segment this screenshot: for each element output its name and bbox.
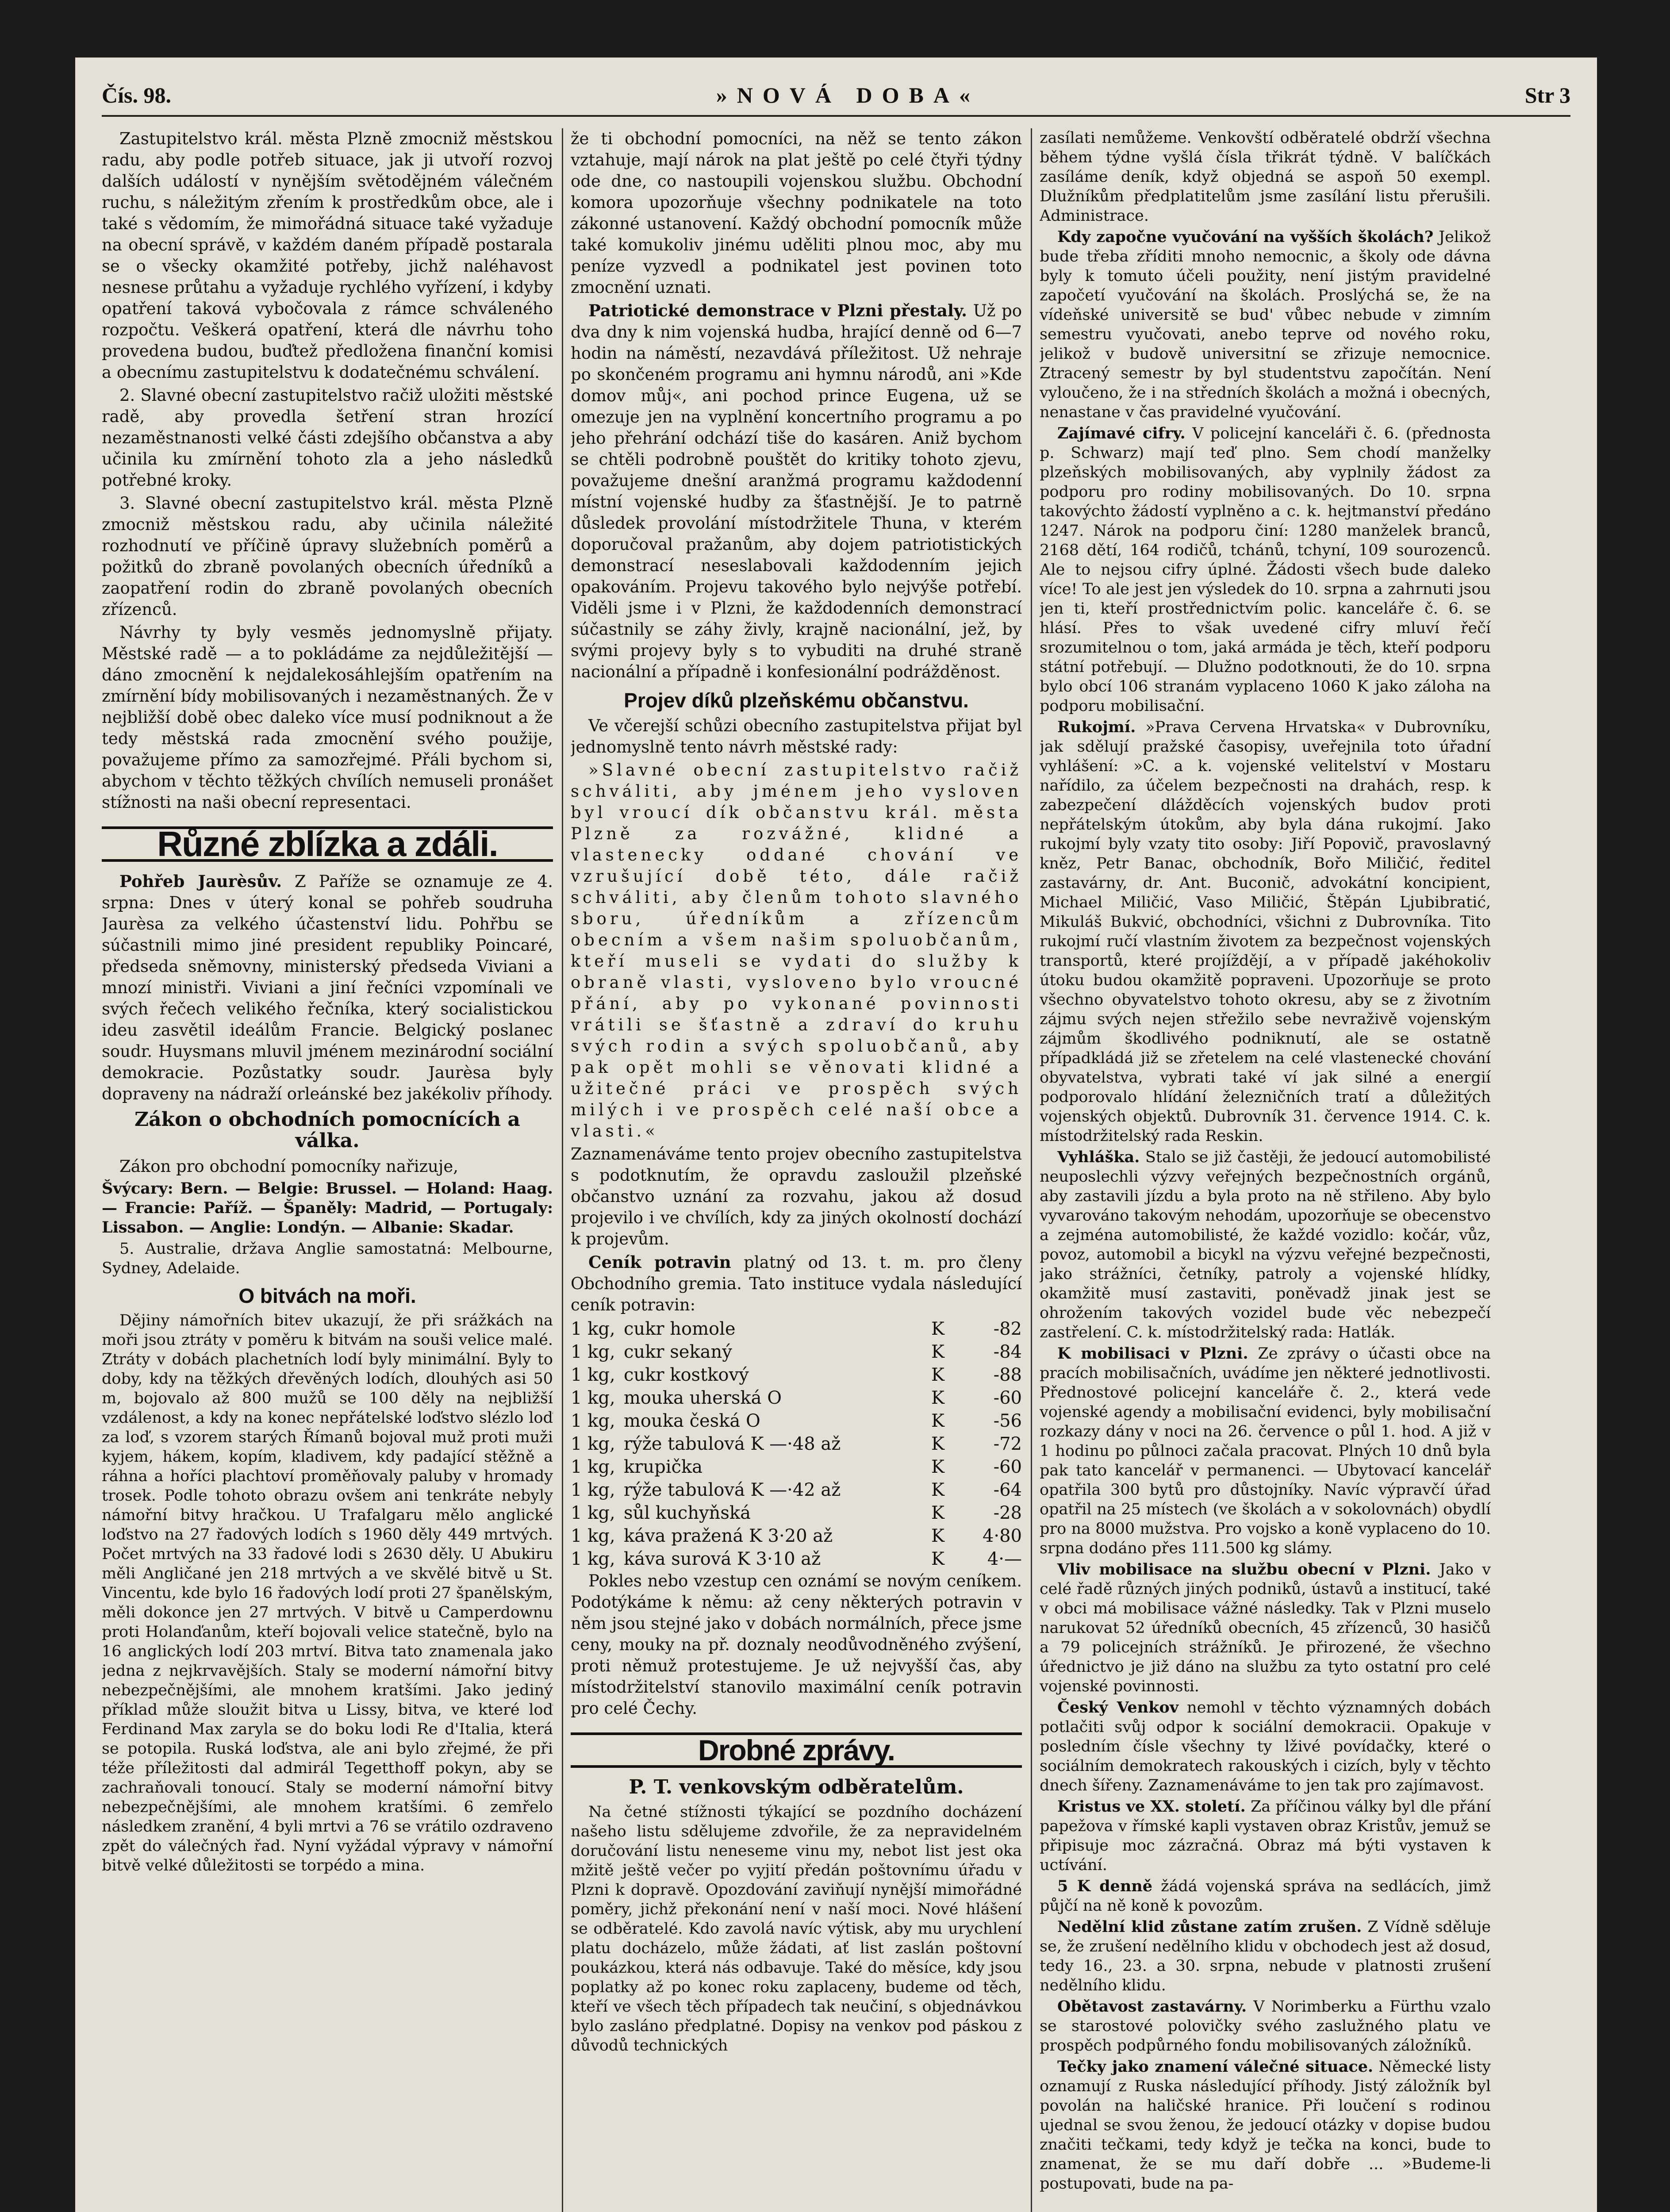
article-heading: Tečky jako znamení válečné situace. — [1057, 2058, 1374, 2076]
article-heading: Kdy započne vyučování na vyšších školách? — [1057, 228, 1434, 246]
article-heading: K mobilisaci v Plzni. — [1057, 1344, 1248, 1363]
article-heading: 5 K denně — [1057, 1877, 1152, 1895]
article-text: platný od 13. t. m. pro členy Obchodního gremia. Tato instituce vydala následující ceník potravin: — [571, 1253, 1022, 1314]
article-text: V policejní kanceláři č. 6. (přednosta p. Schwarz) mají teď plno. Sem chodí manželky plzeňských mobilisovaných, aby vyplnily žádost za podporu pro rodiny mobilisovaných. Do 10. srpna takovýchto žádostí vyplněno a c. k. hejtmanství předáno 1247. Nárok na podporu činí: 1280 manželek branců, 2168 dětí, 164 rodičů, tchánů, tchyní, 109 sourozenců. Ale to nejsou cifry úplné. Žádosti všech bude daleko více! To ale jest jen výsledek do 10. srpna a zahrnuti jsou jen ti, kteří prostřednictvím polic. kanceláře č. 6. se hlásí. Přes to však uvedené cifry mluví řečí srozumitelnou o tom, jaká armáda je těch, kteří podporu státní potřebují. — Dlužno podotknouti, že do 10. srpna bylo obcí 106 stranám vyplaceno 1060 K jako záloha na podporu mobilisační. — [1040, 425, 1491, 715]
article-text: Z Vídně sděluje se, že zrušení nedělního klidu v obchodech jest až dosud, tedy 16., 23. a 30. srpna, nebude v platnosti zrušení nedělního klidu. — [1040, 1918, 1491, 1994]
price-currency: K — [931, 1388, 944, 1408]
price-item: káva surová K 3·10 až — [624, 1549, 821, 1569]
article-heading: Zajímavé cifry. — [1057, 424, 1186, 442]
price-value: -60 — [993, 1388, 1022, 1408]
column-2 — [571, 128, 1022, 2212]
article-text: 5. Australie, država Anglie samostatná: Melbourne, Sydney, Adelaide. — [102, 1240, 553, 1277]
price-row — [571, 1340, 1022, 1363]
price-unit: 1 kg, — [571, 1549, 615, 1569]
price-item: mouka uherská O — [624, 1388, 782, 1408]
price-currency: K — [931, 1526, 944, 1546]
price-unit: 1 kg, — [571, 1480, 615, 1500]
article-text: nemohl v těchto významných dobách potlačiti svůj odpor k sociální demokracii. Opakuje v posledním čísle všechny ty lživé povídačky, které o sociálním demokratech rakouských i cizích, byly v těchto dnech šířeny. Zaznamenáváme to jen tak pro zajímavost. — [1040, 1699, 1491, 1794]
price-item: cukr homole — [624, 1319, 736, 1339]
price-value: 4·80 — [982, 1526, 1022, 1546]
article-heading: Patriotické demonstrace v Plzni přestaly. — [588, 301, 967, 320]
article-text: Jelikož bude třeba zříditi mnoho nemocnic, a školy ode dávna byly k tomuto účeli použity, není jistým pravidelné započetí vyučování na školách. Proslýchá se, že na vídeňské universitě se bud' vůbec nebude v zimním semestru vyučovati, anebo teprve od nového roku, jelikož v budově universitní se zřizuje nemocnice. Ztracený semestr by byl studentstvu započítán. Není vyloučeno, že i na středních školách a možná i obecných, nenastane v čas pravidelné vyučování. — [1040, 228, 1491, 421]
article-text: Už po dva dny k nim vojenská hudba, hrající denně od 6—7 hodin na náměstí, nezavdává příležitost. Už nehraje po skončeném programu ani hymnu národů, ani »Kde domov můj«, ani pochod prince Eugena, už se omezuje jen na vyplnění koncertního programu a po jeho přehrání odchází tiše do kasáren. Aniž bychom se chtěli podrobně pouštět do kritiky tohoto zjevu, považujeme dnešní aranžmá programu každodenní místní vojenské hudby za šťastnější. Je to patrně důsledek provolání místodržitele Thuna, v kterém doporučoval pražanům, aby dojem patriotistických demonstrací neseslabovali každodenním jejich opakováním. Projevu takového bylo nejvýše potřebí. Viděli jsme i v Plzni, že každodenních demonstrací súčastnily se záhy živly, krajně nacionální, jež, by svými projevy byly s to vybuditi na druhé straně nacionální a případně i konfesionální podrážděnost. — [571, 301, 1022, 681]
price-currency: K — [931, 1365, 944, 1385]
price-value: -72 — [993, 1434, 1022, 1454]
article-text: Z Paříže se oznamuje ze 4. srpna: Dnes v úterý konal se pohřeb soudruha Jaurèsa za velkého účastenství lidu. Pohřbu se súčastnili mimo jiné president republiky Poincaré, předseda sněmovny, ministerský předseda Viviani a mnozí ministři. Viviani a jiní řečníci vzpomínali ve svých řečech velikého řečníka, který socialistickou ideu zasvětil ideálům Francie. Belgický poslanec soudr. Huysmans mluvil jménem mezinárodní sociální demokracie. Pozůstatky soudr. Jaurèsa byly dopraveny na nádraží orleánské bez jakékoliv příhody. — [102, 872, 553, 1103]
article-heading: P. T. venkovským odběratelům. — [629, 1776, 964, 1798]
price-currency: K — [931, 1549, 944, 1569]
price-value: 4·— — [987, 1549, 1022, 1569]
price-item: krupička — [624, 1457, 703, 1477]
newspaper-page — [75, 58, 1597, 2212]
price-item: mouka česká O — [624, 1411, 760, 1431]
price-row — [571, 1455, 1022, 1479]
issue-number: Čís. 98. — [102, 83, 171, 108]
column-rule — [562, 128, 563, 2212]
section-heading: Různé zblízka a zdáli. — [102, 826, 553, 862]
price-currency: K — [931, 1411, 944, 1431]
price-row — [571, 1479, 1022, 1502]
article-text: Návrhy ty byly vesměs jednomyslně přijaty. Městské radě — a to pokládáme za nejdůležitější — dáno zmocnění k nejdalekosáhlejším opatřením na zmírnění bídy mobilisovaných i nezaměstnaných. Že v nejbližší době obec daleko více musí podniknout a že tedy městská rada zmocnění svého použije, považujeme přímo za samozřejmé. Přáli bychom si, abychom v těchto těžkých chvílích nemuseli pronášet stížnosti na naši obecní representaci. — [102, 623, 553, 812]
price-value: -84 — [993, 1342, 1022, 1362]
price-table — [571, 1317, 1022, 1571]
price-currency: K — [931, 1457, 944, 1477]
price-unit: 1 kg, — [571, 1365, 615, 1385]
article-text: Ve včerejší schůzi obecního zastupitelstva přijat byl jednomyslně tento návrh městské rady: — [571, 716, 1022, 757]
price-item: cukr kostkový — [624, 1365, 749, 1385]
price-unit: 1 kg, — [571, 1503, 615, 1523]
price-unit: 1 kg, — [571, 1526, 615, 1546]
price-currency: K — [931, 1319, 944, 1339]
price-value: -60 — [993, 1457, 1022, 1477]
article-text: Pokles nebo vzestup cen oznámí se novým ceníkem. Podotýkáme k němu: až ceny některých potravin v něm jsou stejné jako v dobách normálních, přece jsme ceny, mouky na př. doznaly neodůvodněného zvýšení, proti němuž protestujeme. Je už nejvyšší čas, aby místodržitelství stanovilo maximální ceník potravin pro celé Čechy. — [571, 1571, 1022, 1718]
article-heading: Rukojmí. — [1057, 718, 1136, 736]
article-text: Německé listy oznamují z Ruska následující příhody. Jistý záložník byl povolán na haličské hranice. Při loučení s rodinou ujednal se svou ženou, že jedoucí otázky v dopise budou značiti tečkami, tedy když je tečka na konci, bude to znamenat, že se mu daří dobře ... »Budeme-li postupovati, bude na pa- — [1040, 2058, 1491, 2193]
article-text: Stalo se již častěji, že jedoucí automobilisté neuposlechli výzvy veřejných bezpečnostních orgánů, aby zastavili jízdu a byla proto na ně střileno. Aby bylo vyvarováno takovým nehodám, upozorňuje se obecenstvo a zejména automobilisté, že každé vozidlo: kočár, vůz, povoz, automobil a bicykl na výzvu veřejné bezpečnosti, jako strážníci, četníky, patroly a vojenské hlídky, okamžitě musí zastaviti, poněvadž jinak jest se ohrožením takových vozidel bude věc nebezpečí zastřelení. C. k. místodržitelský rada: Hatlák. — [1040, 1148, 1491, 1341]
column-1 — [102, 128, 553, 2212]
price-unit: 1 kg, — [571, 1388, 615, 1408]
price-row — [571, 1317, 1022, 1340]
price-value: -28 — [993, 1503, 1022, 1523]
article-heading: Kristus ve XX. století. — [1057, 1797, 1246, 1816]
price-row — [571, 1502, 1022, 1525]
price-item: cukr sekaný — [624, 1342, 732, 1362]
article-text: zasílati nemůžeme. Venkovští odběratelé obdrží všechna během týdne vyšlá čísla třikrát týdně. V balíčkách zasíláme deník, když objedná se aspoň 50 exempl. Dlužníkům předplatitelům jsme zasílání listu přerušili. Administrace. — [1040, 129, 1491, 225]
column-3 — [1040, 128, 1491, 2212]
article-text: 3. Slavné obecní zastupitelstvo král. města Plzně zmocniž městskou radu, aby učinila náležité rozhodnutí ve příčině úpravy služebních poměrů a požitků do zbraně povolaných obecních úředníků a zaopatření rodin do zbraně povolaných obecních zřízenců. — [102, 494, 553, 619]
article-text: Za příčinou války byl dle přání papežova v římské kapli vystaven obraz Kristův, jemuž se připisuje moc zázračná. Obraz má býti vystaven k uctívání. — [1040, 1798, 1491, 1874]
price-row — [571, 1363, 1022, 1386]
article-heading: Projev díků plzeňskému občanstvu. — [624, 689, 969, 712]
article-heading: Zákon o obchodních pomocnících a válka. — [134, 1108, 520, 1152]
article-text: »Prava Cervena Hrvatska« v Dubrovníku, jak sdělují pražské časopisy, uveřejnila toto úřadní vyhlášení: »C. a k. vojenské velitelství v Mostaru nařídilo, za účelem bezpečnosti na drahách, resp. k zabezpečení dlážděcích vojenských budov proti nepřátelským útokům, aby byla dána rukojmí. Jako rukojmí byly vzaty tito osoby: Jiří Popovič, pravoslavný kněz, Petr Banac, obchodník, Bořo Miličić, ředitel zastavárny, dr. Ant. Buconič, advokátní koncipient, Michael Miličić, Vaso Miličić, Štěpán Ljubibratić, Mikuláš Bukvić, obchodníci, všichni z Dubrovníka. Tito rukojmí ručí vlastním životem za bezpečnost vojenských transportů, které projíždějí, a v případě jakéhokoliv útoku budou okamžitě popraveni. Upozorňuje se proto všechno obyvatelstvo tohoto okresu, aby se z životním zájmu svých nejen střežilo sebe nevraživě vojenským zájmům škodlivého podniknutí, ale se ostatně případkládá již se zřetelem na celé vlastenecké chování obyvatelstva, vybrati také ví jak silné a energií podporovalo hlídání železničních tratí a důležitých vojenských objektů. Dubrovník 31. července 1914. C. k. místodržitelský rada Reskin. — [1040, 718, 1491, 1145]
price-value: -56 — [993, 1411, 1022, 1431]
section-heading: Drobné zprávy. — [571, 1732, 1022, 1768]
article-heading: Pohřeb Jaurèsův. — [119, 872, 282, 891]
article-text: Dějiny námořních bitev ukazují, že při srážkách na moři jsou ztráty v poměru k bitvám na souši velice malé. Ztráty v dobách plachetních lodí byly minimální. Byly to doby, kdy na těžkých dřevěných lodích, dlouhých asi 50 m, bojovalo až 800 mužů se 100 děly na nejbližší vzdálenost, a kdy na konec nepřátelské loďstvo slézlo loď za loď, s vzorem starých Římanů bojoval muž proti muži kyjem, hákem, kopím, kladivem, kdy padající stěžně a ráhna a hoříci plachtoví proměňovaly paluby v hromady trosek. Podle tohoto obrazu ovšem ani tenkráte nebyly námořní bitvy hračkou. U Trafalgaru mělo anglické loďstvo na 27 řadových lodích s 1960 děly 449 mrtvých. Počet mrtvých na 33 řadové lodi s 2630 děly. U Abukiru měli Angličané jen 218 mrtvých a ve skvělé bitvě u St. Vincentu, kde bylo 16 řadových lodí proti 27 španělským, měli dokonce jen 27 mrtvých. V bitvě u Camperdownu proti Holanďanům, kteří bojovali velice statečně, bylo na 16 anglických lodí 203 mrtví. Bitva tato znamenala jako jedna z nejkrvavějších. Staly se moderní námořní bitvy nebezpečnějšími, ale mnohem kratšími. Jako jediný příklad může sloužit bitva u Lissy, bitva, ve které loď Ferdinand Max zaryla se do boku lodi Re d'Italia, která se potopila. Ruská loďstva, ale ani bylo zřejmé, že při téže příležitosti dal admirál Tegetthoff pokyn, aby se zachraňovali tonoucí. Staly se moderní námořní bitvy nebezpečnějšími, ale mnohem kratšími. 6 zemřelo následkem zranění, 4 byli mrtvi a 76 se vrátilo ozdraveno zpět do válečných řad. Nyní vyžádal výpravy v námořní bitvě velké důležitosti se torpédo a mina. — [102, 1312, 553, 1874]
price-value: -82 — [993, 1319, 1022, 1339]
article-text: Na četné stížnosti týkající se pozdního docházení našeho listu sdělujeme zdvořile, že za nepravidelném doručování listu neneseme vinu my, nebot list jest oka mžitě ještě večer po vyjití předán poštovnímu úřadu v Plzni k dopravě. Opozdování zaviňují nynější mimořádné poměry, jichž překonání není v naší moci. Nové hlášení se odběratelé. Kdo zavolá navíc výtisk, aby mu urychlení platu docházelo, může žádati, ať list zaslán poštovní poukázkou, která nás odbavuje. Také do měsíce, kdy jsou poplatky až po konec roku zaplaceny, budeme od těch, kteří ve všech těch případech tak neučiní, s objednávkou bylo zasláno předplatné. Dopisy na venkov pod páskou z důvodů technických — [571, 1803, 1022, 2055]
price-value: -64 — [993, 1480, 1022, 1500]
price-row — [571, 1548, 1022, 1571]
article-heading: O bitvách na moři. — [238, 1284, 416, 1307]
price-row — [571, 1525, 1022, 1548]
article-text: Ze zprávy o účasti obce na pracích mobilisačních, uvádíme jen některé jednotlivosti. Přednostové policejní kanceláře č. 2., která vede vojenské agendy a mobilisační evidenci, byly mobilisační rozkazy dány v noci na 26. července o půl 1. hod. A již v 1 hodinu po půlnoci začala pracovat. Plných 10 dnů byla pak tato kancelář v permanenci. — Ubytovací kancelář opatřila 300 bytů pro důstojníky. Navíc výpravčí úřad opatřil na 25 místech (ve školách a v sokolovnách) obydlí pro na 8000 mužstva. Pro vojsko a koně vyplaceno do 10. srpna dodáno přes 111.500 kg slámy. — [1040, 1345, 1491, 1557]
page-header — [102, 75, 1570, 117]
price-value: -88 — [993, 1365, 1022, 1385]
price-item: rýže tabulová K —·42 až — [624, 1480, 841, 1500]
price-item: káva pražená K 3·20 až — [624, 1526, 833, 1546]
price-currency: K — [931, 1434, 944, 1454]
price-currency: K — [931, 1342, 944, 1362]
article-heading: Obětavost zastavárny. — [1057, 1997, 1247, 2016]
price-currency: K — [931, 1480, 944, 1500]
article-heading: Nedělní klid zůstane zatím zrušen. — [1057, 1918, 1362, 1936]
article-text: Švýcary: Bern. — Belgie: Brussel. — Holand: Haag. — Francie: Paříž. — Španěly: Madrid, — Portugaly: Lissabon. — Anglie: Londýn. — Albanie: Skadar. — [102, 1179, 553, 1237]
article-heading: Ceník potravin — [588, 1252, 731, 1272]
article-text: že ti obchodní pomocníci, na něž se tento zákon vztahuje, mají nárok na plat ještě po celé čtyři týdny ode dne, co nastoupili vojenskou službu. Obchodní komora upozorňuje všechny podnikatele na toto zákonné ustanovení. Každý obchodní pomocník může také komukoliv jinému uděliti plnou moc, aby mu peníze vyzvedl a podnikatel jest povinen toto zmocnění uznati. — [571, 129, 1022, 297]
article-text: Jako v celé řadě různých jiných podniků, ústavů a institucí, také v obci má mobilisace vážné následky. Tak v Plzni muselo narukovat 52 úředníků obecních, 45 zřízenců, 30 hasičů a 79 policejních strážníků. Je přirozené, že všechno úřednictvo je již dáno na službu za tyto ostatní pro celé vojenské povinnosti. — [1040, 1561, 1491, 1695]
article-text: Zákon pro obchodní pomocníky nařizuje, — [119, 1157, 459, 1176]
price-unit: 1 kg, — [571, 1434, 615, 1454]
article-text: Zaznamenáváme tento projev obecního zastupitelstva s podotknutím, že opravdu zasloužil plzeňské občanstvo uznání za rozvahu, jakou až dosud projevilo i ve chvílích, kdy za jiných okolností dochází k projevům. — [571, 1144, 1022, 1248]
price-unit: 1 kg, — [571, 1319, 615, 1339]
price-row — [571, 1386, 1022, 1409]
article-heading: Vyhláška. — [1057, 1148, 1140, 1166]
price-unit: 1 kg, — [571, 1457, 615, 1477]
price-item: sůl kuchyňská — [624, 1503, 751, 1523]
price-unit: 1 kg, — [571, 1342, 615, 1362]
price-currency: K — [931, 1503, 944, 1523]
page-number: Str 3 — [1524, 83, 1570, 108]
masthead: »NOVÁ DOBA« — [716, 83, 980, 108]
article-text: »Slavné obecní zastupitelstvo račiž schváliti, aby jménem jeho vysloven byl vroucí dík občanstvu král. města Plzně za rozvážné, klidné a vlastenecky oddané chování ve vzrušující době této, dále račiž schváliti, aby členům tohoto slavného sboru, úředníkům a zřízencům obecním a všem našim spoluobčanům, kteří museli se vydati do služby k obraně vlasti, vysloveno bylo vroucné přání, aby po vykonané povinnosti vrátili se šťastně a zdraví do kruhu svých rodin a svých spoluobčanů, aby pak opět mohli se věnovati klidné a užitečné práci ve prospěch svých milých i ve prospěch celé naší obce a vlasti.« — [571, 760, 1022, 1141]
article-text: Zastupitelstvo král. města Plzně zmocniž městskou radu, aby podle potřeb situace, jak ji utvoří rozvoj dalších událostí v nynějším světodějném válečném ruchu, s náležitým zřením k prostředkům obce, ale i také s vědomím, že mimořádná situace také vyžaduje na obecní správě, v každém daném případě postarala se o všecky okamžité potřeby, jichž naléhavost nesnese průtahu a vyžaduje rychlého vyřízení, i kdyby opatření taková vybočovala z rámce schváleného rozpočtu. Veškerá opatření, která dle návrhu toho provedena budou, buďtež předložena finanční komisi a obecnímu zastupitelstvu k dodatečnému schválení. — [102, 129, 553, 382]
article-text: V Norimberku a Fürthu vzalo se starostové polovičky svého zaslužného platu ve prospěch podpůrného fondu mobilisovaných záložníků. — [1040, 1998, 1491, 2055]
article-text: 2. Slavné obecní zastupitelstvo račiž uložiti městské radě, aby provedla šetření stran hrozící nezaměstnanosti velké části zdejšího občanstva a aby učinila ku zmírnění tohoto zla a jeho následků potřebné kroky. — [102, 386, 553, 490]
price-row — [571, 1409, 1022, 1432]
article-heading: Vliv mobilisace na službu obecní v Plzni. — [1057, 1560, 1431, 1578]
article-heading: Český Venkov — [1057, 1698, 1179, 1717]
article-text: žádá vojenská správa na sedlácích, jimž půjčí na ně koně k povozům. — [1040, 1878, 1491, 1915]
price-row — [571, 1432, 1022, 1455]
price-unit: 1 kg, — [571, 1411, 615, 1431]
price-item: rýže tabulová K —·48 až — [624, 1434, 841, 1454]
column-rule — [1031, 128, 1032, 2212]
